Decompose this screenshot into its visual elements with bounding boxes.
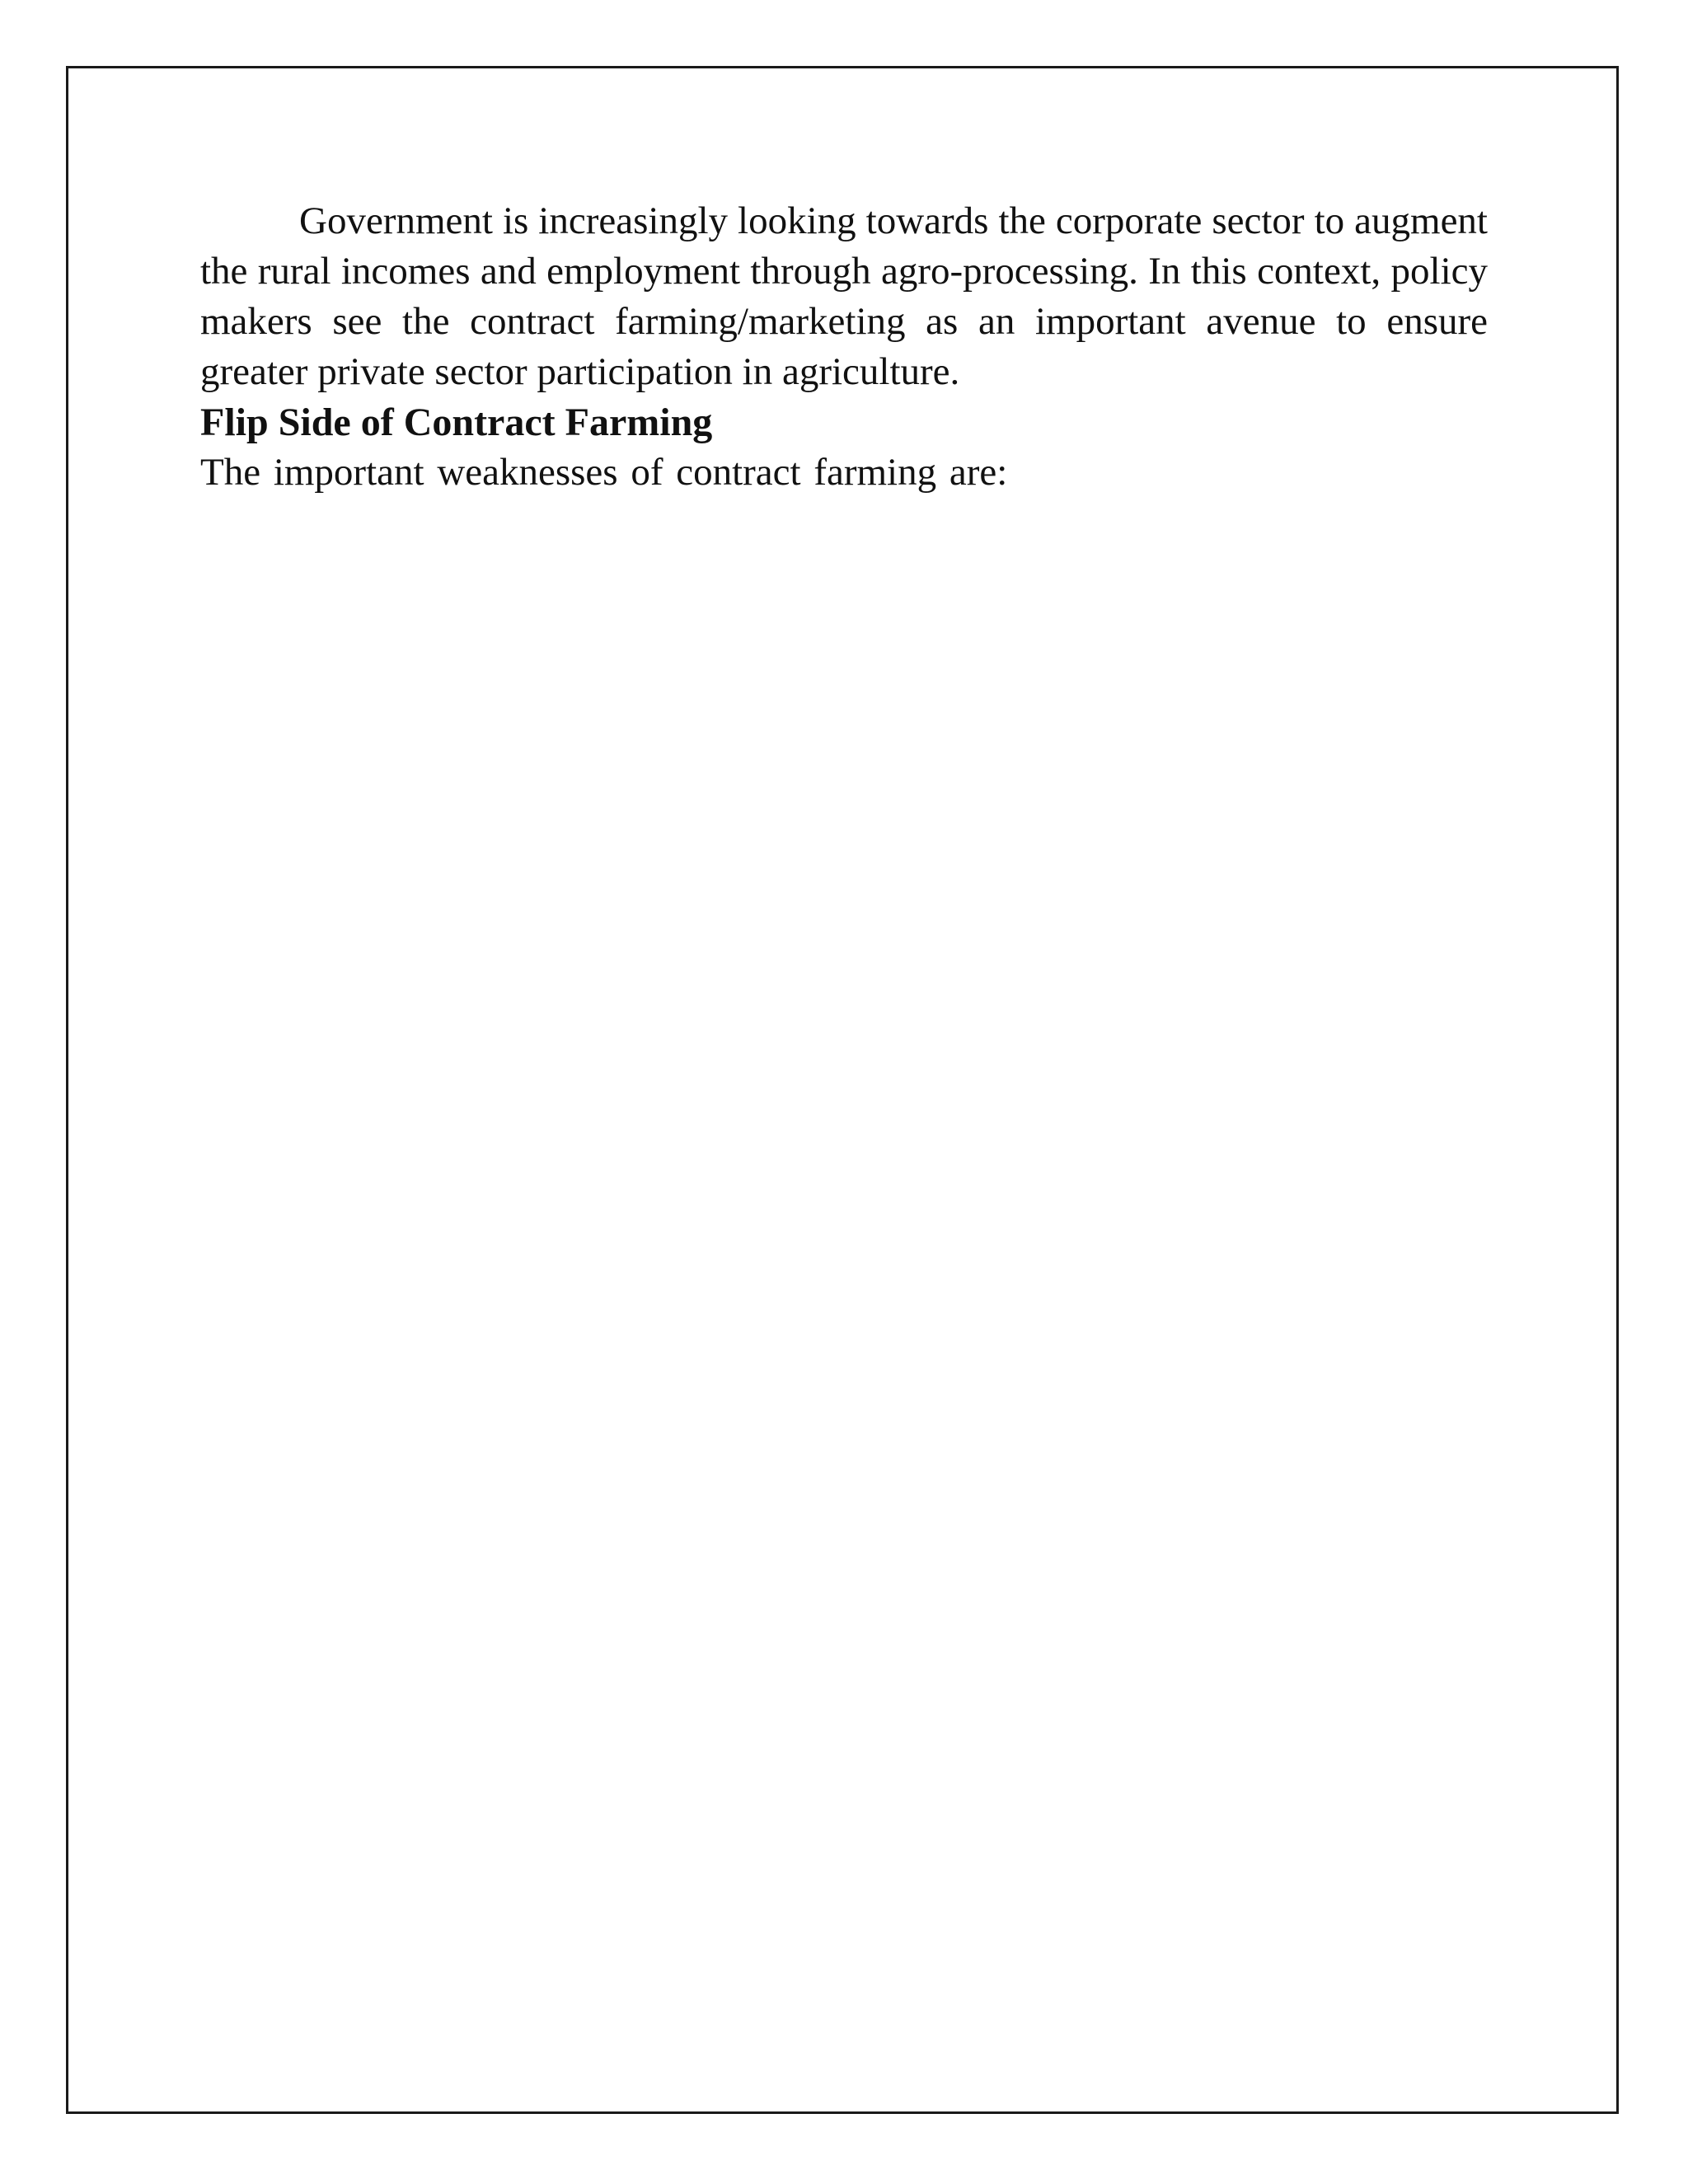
intro-paragraph: Government is increasingly looking towards the corporate sector to augment the rural incomes and employment through agro-processing. In this context, policy makers see the contract farming/marketing as an important avenue to ensure greater private sector participation in agriculture. bbox=[200, 199, 1488, 393]
section-heading: Flip Side of Contract Farming bbox=[200, 401, 713, 444]
section-intro-text: The important weaknesses of contract farming are: bbox=[200, 451, 1008, 494]
document-body bbox=[200, 196, 1488, 498]
